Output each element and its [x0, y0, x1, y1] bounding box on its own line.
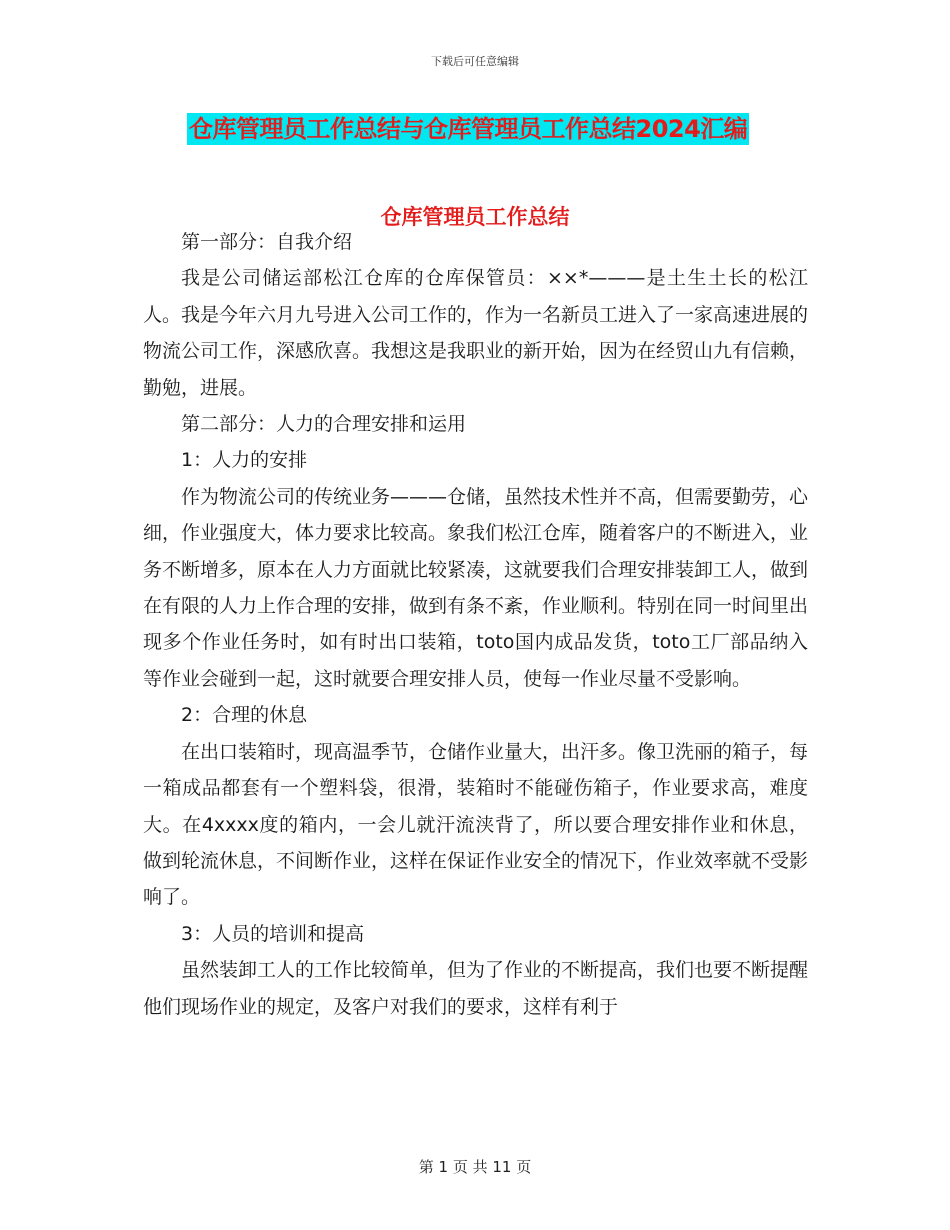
paragraph-part-two-heading: 第二部分：人力的合理安排和运用 — [181, 413, 467, 436]
header-note: 下载后可任意编辑 — [431, 55, 519, 68]
document-body — [143, 224, 808, 1025]
document-title: 仓库管理员工作总结与仓库管理员工作总结2024汇编 — [189, 115, 748, 143]
paragraph-training: 虽然装卸工人的工作比较简单，但为了作业的不断提高，我们也要不断提醒他们现场作业的规定，及客户对我们的要求，这样有利于 — [143, 959, 809, 1018]
paragraph-manpower: 作为物流公司的传统业务———仓储，虽然技术性并不高，但需要勤劳，心细，作业强度大，体力要求比较高。象我们松江仓库，随着客户的不断进入，业务不断增多，原本在人力方面就比较紧凑，这就要我们合理安排装卸工人，做到在有限的人力上作合理的安排，做到有条不紊，作业顺利。特别在同一时间里出现多个作业任务时，如有时出口装箱，toto国内成品发货，toto工厂部品纳入等作业会碰到一起，这时就要合理安排人员，使每一作业尽量不受影响。 — [143, 485, 809, 690]
section-title: 仓库管理员工作总结 — [380, 205, 570, 229]
paragraph-rest: 在出口装箱时，现高温季节，仓储作业量大，出汗多。像卫洗丽的箱子，每一箱成品都套有一个塑料袋，很滑，装箱时不能碰伤箱子，作业要求高，难度大。在4xxxx度的箱内，一会儿就汗流浃背了，所以要合理安排作业和休息，做到轮流休息，不间断作业，这样在保证作业安全的情况下，作业效率就不受影响了。 — [143, 740, 809, 909]
paragraph-item-3-heading: 3：人员的培训和提高 — [181, 922, 365, 945]
paragraph-part-one-heading: 第一部分：自我介绍 — [181, 231, 353, 253]
page-number-footer: 第 1 页 共 11 页 — [418, 1158, 532, 1176]
paragraph-item-2-heading: 2：合理的休息 — [181, 704, 308, 727]
paragraph-item-1-heading: 1：人力的安排 — [181, 449, 308, 472]
paragraph-self-intro: 我是公司储运部松江仓库的仓库保管员：××*———是土生土长的松江人。我是今年六月九号进入公司工作的，作为一名新员工进入了一家高速进展的物流公司工作，深感欣喜。我想这是我职业的新开始，因为在经贸山九有信赖，勤勉，进展。 — [143, 267, 809, 399]
